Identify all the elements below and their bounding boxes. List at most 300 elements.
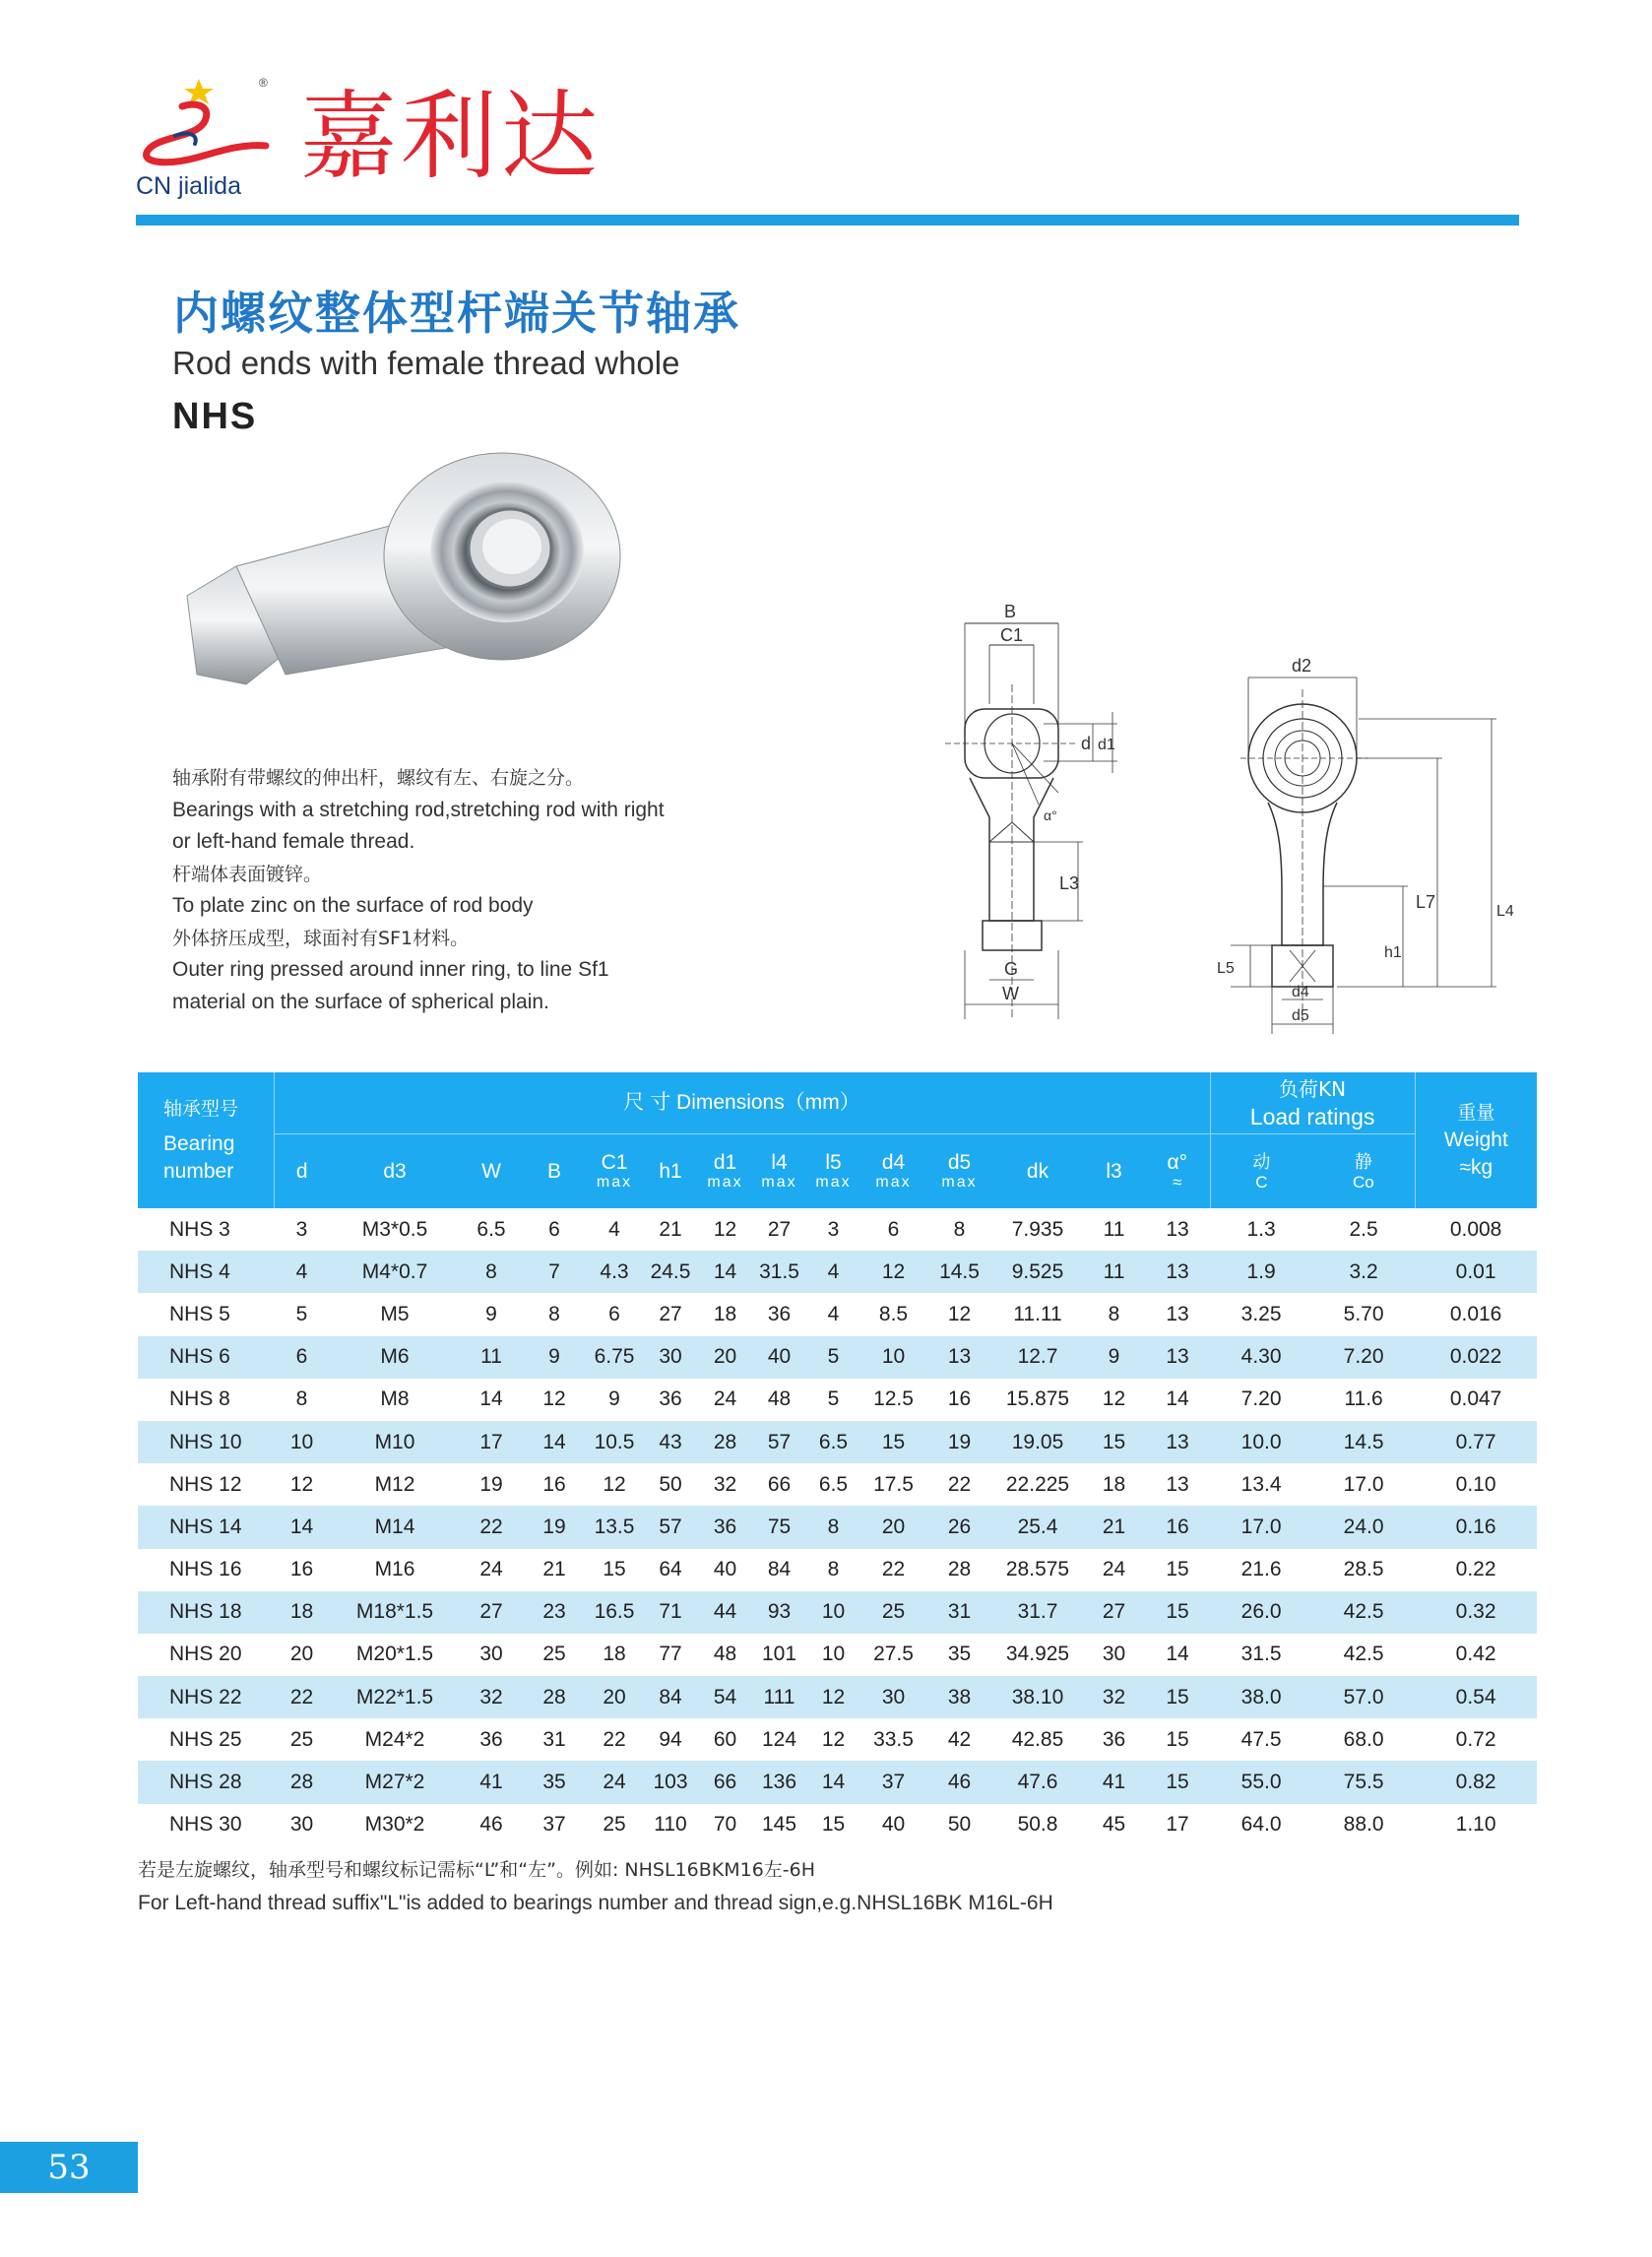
- table-cell: 28.5: [1343, 1558, 1384, 1581]
- svg-text:d5: d5: [1292, 1007, 1309, 1024]
- table-cell: 4: [806, 1251, 860, 1293]
- bearing-number-cell: NHS 25: [169, 1727, 242, 1751]
- table-cell: 57: [752, 1421, 806, 1463]
- table-cell: 12: [603, 1472, 626, 1496]
- table-cell: 13: [1166, 1302, 1189, 1325]
- table-cell: 30: [289, 1813, 314, 1837]
- table-row: [138, 1761, 1537, 1803]
- table-cell: 0.16: [1415, 1506, 1537, 1548]
- table-cell: 19: [479, 1472, 503, 1496]
- bearing-number-cell: NHS 8: [169, 1387, 230, 1411]
- table-cell: 4: [827, 1302, 840, 1325]
- table-cell: 68.0: [1343, 1727, 1384, 1751]
- table-cell: 0.016: [1449, 1302, 1502, 1325]
- table-cell: 32: [460, 1676, 523, 1718]
- table-cell: 46: [479, 1813, 503, 1837]
- table-cell: 27: [659, 1302, 682, 1325]
- table-cell: 20: [586, 1676, 643, 1718]
- load-column-header: 动 C: [1210, 1134, 1312, 1209]
- column-header: l4 max: [752, 1134, 806, 1209]
- table-cell: 7.20: [1240, 1387, 1282, 1411]
- table-cell: 19: [926, 1421, 992, 1463]
- table-cell: 16: [947, 1387, 972, 1411]
- table-cell: 24: [713, 1387, 737, 1411]
- bearing-number-header: 轴承型号 Bearing number: [138, 1072, 274, 1208]
- table-cell: 50: [947, 1813, 972, 1837]
- table-cell: 15: [603, 1558, 626, 1581]
- table-cell: 27: [1083, 1591, 1145, 1634]
- table-cell: 145: [761, 1813, 797, 1837]
- logo-subtitle: CN jialida: [136, 172, 241, 200]
- table-cell: 17.0: [1210, 1506, 1312, 1548]
- table-cell: M3*0.5: [361, 1217, 428, 1241]
- left-hand-thread-note: [138, 1854, 1053, 1919]
- table-cell: 0.32: [1415, 1591, 1537, 1634]
- bearing-number-cell: NHS 20: [169, 1643, 242, 1666]
- table-cell: 84: [643, 1676, 698, 1718]
- table-cell: 111: [752, 1676, 806, 1718]
- table-cell: M16: [374, 1558, 415, 1581]
- table-cell: 25.4: [992, 1506, 1083, 1548]
- table-cell: 15: [860, 1421, 926, 1463]
- table-cell: 30: [643, 1336, 698, 1379]
- table-cell: 11.11: [1013, 1302, 1062, 1325]
- table-cell: 42.85: [1011, 1727, 1064, 1751]
- table-cell: M14: [330, 1506, 460, 1548]
- table-cell: 6.75: [586, 1336, 643, 1379]
- table-cell: 16: [289, 1558, 314, 1581]
- table-cell: 10.0: [1210, 1421, 1312, 1463]
- table-cell: 11: [460, 1336, 523, 1379]
- table-cell: 6: [274, 1336, 330, 1379]
- table-cell: 11.6: [1344, 1387, 1383, 1411]
- table-cell: 31.7: [992, 1591, 1083, 1634]
- bearing-number-cell: NHS 6: [138, 1336, 274, 1379]
- table-cell: 19: [523, 1506, 586, 1548]
- note-en: For Left-hand thread suffix"L"is added to bearings number and thread sign,e.g.NHSL16BK M16L-6H: [138, 1892, 1053, 1914]
- table-cell: M30*2: [364, 1813, 425, 1837]
- table-cell: 12: [289, 1472, 314, 1496]
- table-cell: 12: [821, 1727, 846, 1751]
- table-cell: 11: [1083, 1251, 1145, 1293]
- table-row: [138, 1379, 1537, 1421]
- table-cell: 55.0: [1210, 1761, 1312, 1803]
- table-cell: 8: [548, 1302, 560, 1325]
- table-cell: 16: [542, 1472, 566, 1496]
- header-rule: [136, 215, 1519, 226]
- table-cell: M27*2: [330, 1761, 460, 1803]
- table-cell: 50.8: [1017, 1813, 1058, 1837]
- svg-text:d: d: [1081, 734, 1092, 753]
- table-cell: 21: [542, 1558, 566, 1581]
- table-cell: 14: [806, 1761, 860, 1803]
- table-cell: 0.42: [1455, 1643, 1496, 1666]
- svg-text:W: W: [1002, 984, 1019, 1003]
- table-cell: 31.5: [1240, 1643, 1282, 1666]
- table-cell: 103: [643, 1761, 698, 1803]
- table-cell: 14.5: [1312, 1421, 1415, 1463]
- table-cell: 24: [479, 1558, 503, 1581]
- table-cell: 17: [1166, 1813, 1189, 1837]
- description-line: or left-hand female thread.: [172, 830, 415, 853]
- column-header: B: [523, 1134, 586, 1209]
- svg-text:C1: C1: [1000, 625, 1024, 645]
- svg-text:G: G: [1004, 959, 1019, 979]
- bearing-number-cell: NHS 14: [138, 1506, 274, 1548]
- front-view-drawing: [1211, 650, 1536, 1034]
- bearing-number-cell: NHS 22: [138, 1676, 274, 1718]
- table-cell: 37: [860, 1761, 926, 1803]
- description-line: 轴承附有带螺纹的伸出杆，螺纹有左、右旋之分。: [172, 767, 585, 789]
- table-cell: 3.2: [1312, 1251, 1415, 1293]
- table-cell: 66: [767, 1472, 792, 1496]
- table-cell: 1.10: [1455, 1813, 1496, 1837]
- table-cell: 30: [479, 1643, 503, 1666]
- table-cell: 33.5: [873, 1727, 914, 1751]
- load-ratings-header: 负荷KN Load ratings: [1210, 1072, 1415, 1134]
- table-cell: 2.5: [1349, 1217, 1378, 1241]
- table-cell: 12: [947, 1302, 972, 1325]
- column-header: dk: [992, 1134, 1083, 1209]
- product-description: [172, 762, 822, 1018]
- table-cell: 0.82: [1415, 1761, 1537, 1803]
- table-cell: 8: [953, 1217, 966, 1241]
- table-cell: 0.54: [1415, 1676, 1537, 1718]
- table-cell: 19.05: [992, 1421, 1083, 1463]
- table-cell: 3: [295, 1217, 308, 1241]
- column-header-row: [138, 1134, 1537, 1209]
- svg-text:L3: L3: [1059, 873, 1080, 893]
- table-cell: 24.5: [643, 1251, 698, 1293]
- table-cell: 13.5: [586, 1506, 643, 1548]
- table-cell: 35: [523, 1761, 586, 1803]
- table-cell: 6: [548, 1217, 560, 1241]
- table-cell: M18*1.5: [330, 1591, 460, 1634]
- description-line: Bearings with a stretching rod,stretching rod with right: [172, 798, 665, 821]
- table-cell: 8: [827, 1558, 840, 1581]
- table-cell: 3.25: [1240, 1302, 1282, 1325]
- table-cell: 71: [643, 1591, 698, 1634]
- description-line: 杆端体表面镀锌。: [172, 863, 323, 885]
- table-cell: M12: [374, 1472, 415, 1496]
- table-cell: 4.3: [586, 1251, 643, 1293]
- table-cell: 10: [274, 1421, 330, 1463]
- page-number: 53: [0, 2142, 138, 2193]
- table-cell: 38: [926, 1676, 992, 1718]
- dimensions-header: 尺 寸 Dimensions（mm）: [274, 1072, 1210, 1134]
- description-line: To plate zinc on the surface of rod body: [172, 894, 534, 917]
- table-row: [138, 1336, 1537, 1379]
- table-cell: 17: [460, 1421, 523, 1463]
- table-cell: 17.5: [873, 1472, 914, 1496]
- table-cell: 88.0: [1343, 1813, 1384, 1837]
- table-cell: 64.0: [1240, 1813, 1282, 1837]
- table-cell: 28.575: [1005, 1558, 1070, 1581]
- table-cell: 37: [542, 1813, 566, 1837]
- bearing-number-cell: NHS 12: [169, 1472, 242, 1496]
- table-cell: 0.10: [1455, 1472, 1496, 1496]
- table-cell: 6.5: [806, 1421, 860, 1463]
- table-cell: M24*2: [364, 1727, 425, 1751]
- table-cell: 13: [1166, 1472, 1189, 1496]
- bearing-number-cell: NHS 5: [169, 1302, 230, 1325]
- spec-table: [138, 1072, 1537, 1846]
- table-cell: 6: [608, 1302, 620, 1325]
- table-cell: 21: [659, 1217, 682, 1241]
- svg-text:d1: d1: [1098, 737, 1115, 753]
- column-header: d5 max: [926, 1134, 992, 1209]
- column-header: d4 max: [860, 1134, 926, 1209]
- table-cell: 16: [1145, 1506, 1210, 1548]
- note-cn: 若是左旋螺纹，轴承型号和螺纹标记需标“L”和“左”。例如: NHSL16BKM16左-6H: [138, 1859, 816, 1881]
- company-logo: [128, 67, 276, 185]
- table-cell: 7.935: [1011, 1217, 1064, 1241]
- column-header: l3: [1083, 1134, 1145, 1209]
- table-cell: 7.20: [1312, 1336, 1415, 1379]
- table-cell: M10: [330, 1421, 460, 1463]
- table-cell: 8: [295, 1387, 308, 1411]
- table-cell: 6: [887, 1217, 900, 1241]
- table-row: [138, 1591, 1537, 1634]
- table-cell: 136: [752, 1761, 806, 1803]
- table-row: [138, 1804, 1537, 1846]
- table-cell: 10: [821, 1643, 846, 1666]
- column-header: d: [274, 1134, 330, 1209]
- column-header: C1 max: [586, 1134, 643, 1209]
- table-cell: M22*1.5: [330, 1676, 460, 1718]
- table-cell: 0.77: [1415, 1421, 1537, 1463]
- table-cell: 10: [806, 1591, 860, 1634]
- svg-text:α°: α°: [1044, 807, 1057, 823]
- table-cell: 45: [1102, 1813, 1126, 1837]
- table-cell: 24: [586, 1761, 643, 1803]
- table-cell: 17.0: [1343, 1472, 1384, 1496]
- spec-table-body: [138, 1208, 1537, 1846]
- table-cell: 28: [947, 1558, 972, 1581]
- svg-text:L4: L4: [1496, 903, 1514, 920]
- description-line: 外体挤压成型，球面衬有SF1材料。: [172, 927, 470, 949]
- table-cell: 15: [1145, 1591, 1210, 1634]
- table-cell: 0.22: [1455, 1558, 1496, 1581]
- table-cell: 25: [542, 1643, 566, 1666]
- column-header: d1 max: [698, 1134, 752, 1209]
- bearing-number-cell: NHS 18: [138, 1591, 274, 1634]
- table-cell: 24: [1102, 1558, 1126, 1581]
- registered-mark: ®: [259, 76, 268, 90]
- table-cell: 8: [806, 1506, 860, 1548]
- table-row: [138, 1463, 1537, 1506]
- table-cell: 60: [713, 1727, 737, 1751]
- table-cell: 34.925: [1005, 1643, 1070, 1666]
- table-row: [138, 1293, 1537, 1335]
- table-cell: 0.008: [1449, 1217, 1502, 1241]
- table-cell: 15: [1166, 1727, 1189, 1751]
- table-cell: 22: [947, 1472, 972, 1496]
- table-cell: 66: [698, 1761, 752, 1803]
- table-cell: M8: [380, 1387, 410, 1411]
- table-cell: 18: [1102, 1472, 1126, 1496]
- bearing-number-cell: NHS 30: [169, 1813, 242, 1837]
- table-cell: 10: [860, 1336, 926, 1379]
- table-cell: 57: [643, 1506, 698, 1548]
- table-cell: 21: [1083, 1506, 1145, 1548]
- table-cell: 26.0: [1210, 1591, 1312, 1634]
- column-header: l5 max: [806, 1134, 860, 1209]
- table-cell: 4.30: [1210, 1336, 1312, 1379]
- table-cell: 46: [926, 1761, 992, 1803]
- table-cell: 27: [460, 1591, 523, 1634]
- table-cell: 12: [713, 1217, 737, 1241]
- svg-text:d4: d4: [1292, 984, 1309, 1000]
- table-cell: M20*1.5: [355, 1643, 434, 1666]
- bearing-number-cell: NHS 16: [169, 1558, 242, 1581]
- table-cell: 47.5: [1240, 1727, 1282, 1751]
- table-cell: 32: [713, 1472, 737, 1496]
- table-cell: 36: [1102, 1727, 1126, 1751]
- table-cell: 11: [1103, 1217, 1125, 1241]
- table-cell: 4: [608, 1217, 620, 1241]
- table-cell: 48: [767, 1387, 792, 1411]
- table-cell: 28: [523, 1676, 586, 1718]
- table-cell: 6.5: [477, 1217, 506, 1241]
- table-cell: 22.225: [1005, 1472, 1070, 1496]
- table-cell: 18: [274, 1591, 330, 1634]
- table-cell: 5: [806, 1336, 860, 1379]
- table-cell: 12.5: [873, 1387, 914, 1411]
- table-cell: 84: [767, 1558, 792, 1581]
- product-photo: [177, 448, 650, 734]
- bearing-number-cell: NHS 4: [138, 1251, 274, 1293]
- table-cell: 75: [752, 1506, 806, 1548]
- table-cell: 15: [821, 1813, 846, 1837]
- table-cell: 27: [767, 1217, 792, 1241]
- table-cell: 18: [713, 1302, 737, 1325]
- table-cell: 15: [1145, 1676, 1210, 1718]
- table-cell: 42: [947, 1727, 972, 1751]
- table-cell: 8: [1108, 1302, 1120, 1325]
- svg-text:h1: h1: [1384, 944, 1402, 961]
- table-cell: 28: [698, 1421, 752, 1463]
- load-column-header: 静 Co: [1312, 1134, 1415, 1209]
- table-cell: 57.0: [1312, 1676, 1415, 1718]
- table-cell: 36: [659, 1387, 682, 1411]
- svg-text:L7: L7: [1416, 892, 1436, 912]
- table-cell: 24.0: [1312, 1506, 1415, 1548]
- table-cell: 0.01: [1415, 1251, 1537, 1293]
- table-cell: 23: [523, 1591, 586, 1634]
- table-cell: 8.5: [878, 1302, 909, 1325]
- table-cell: 0.047: [1449, 1387, 1502, 1411]
- bearing-number-cell: NHS 28: [138, 1761, 274, 1803]
- table-cell: 0.022: [1415, 1336, 1537, 1379]
- table-cell: 1.3: [1246, 1217, 1276, 1241]
- table-cell: 36: [767, 1302, 792, 1325]
- table-cell: 40: [713, 1558, 737, 1581]
- table-cell: 5.70: [1343, 1302, 1384, 1325]
- table-cell: 22: [881, 1558, 906, 1581]
- table-cell: 7: [523, 1251, 586, 1293]
- table-cell: 9.525: [992, 1251, 1083, 1293]
- table-cell: 124: [761, 1727, 797, 1751]
- product-title-en: Rod ends with female thread whole: [172, 345, 680, 381]
- table-cell: 12: [1102, 1387, 1126, 1411]
- svg-text:L5: L5: [1217, 960, 1235, 977]
- table-cell: M4*0.7: [330, 1251, 460, 1293]
- table-cell: 14: [1166, 1387, 1189, 1411]
- svg-text:d2: d2: [1292, 656, 1312, 676]
- table-cell: 9: [523, 1336, 586, 1379]
- table-row: [138, 1208, 1537, 1251]
- table-cell: 54: [698, 1676, 752, 1718]
- brand-name: 嘉利达: [300, 81, 603, 193]
- table-cell: 3: [827, 1217, 840, 1241]
- column-header: d3: [330, 1134, 460, 1209]
- table-cell: 15: [1083, 1421, 1145, 1463]
- table-cell: 20: [289, 1643, 314, 1666]
- table-cell: 15.875: [1005, 1387, 1070, 1411]
- weight-header: 重量 Weight ≈kg: [1415, 1072, 1537, 1208]
- table-cell: 35: [947, 1643, 972, 1666]
- table-cell: 25: [860, 1591, 926, 1634]
- table-cell: 31: [542, 1727, 566, 1751]
- description-line: Outer ring pressed around inner ring, to line Sf1: [172, 958, 609, 981]
- table-cell: 5: [295, 1302, 308, 1325]
- table-cell: 70: [713, 1813, 737, 1837]
- table-row: [138, 1676, 1537, 1718]
- table-cell: M6: [330, 1336, 460, 1379]
- table-cell: 14.5: [926, 1251, 992, 1293]
- table-row: [138, 1421, 1537, 1463]
- bearing-number-cell: NHS 10: [138, 1421, 274, 1463]
- table-row: [138, 1718, 1537, 1761]
- table-cell: 16.5: [586, 1591, 643, 1634]
- table-cell: 44: [698, 1591, 752, 1634]
- table-cell: 10.5: [586, 1421, 643, 1463]
- table-cell: 20: [698, 1336, 752, 1379]
- table-row: [138, 1634, 1537, 1676]
- table-cell: 22: [274, 1676, 330, 1718]
- table-cell: 18: [603, 1643, 626, 1666]
- table-cell: 20: [860, 1506, 926, 1548]
- table-cell: 101: [761, 1643, 797, 1666]
- table-row: [138, 1549, 1537, 1591]
- table-cell: 14: [1166, 1643, 1189, 1666]
- table-cell: 32: [1083, 1676, 1145, 1718]
- table-row: [138, 1506, 1537, 1548]
- table-cell: 12: [542, 1387, 566, 1411]
- table-cell: 0.72: [1455, 1727, 1496, 1751]
- table-cell: 4: [274, 1251, 330, 1293]
- table-cell: 64: [659, 1558, 682, 1581]
- table-cell: 14: [698, 1251, 752, 1293]
- table-cell: 14: [479, 1387, 503, 1411]
- table-cell: 21.6: [1240, 1558, 1282, 1581]
- table-cell: 13.4: [1240, 1472, 1282, 1496]
- table-cell: 47.6: [992, 1761, 1083, 1803]
- table-cell: 42.5: [1343, 1643, 1384, 1666]
- table-cell: 15: [1145, 1761, 1210, 1803]
- table-cell: 25: [603, 1813, 626, 1837]
- table-cell: 48: [713, 1643, 737, 1666]
- table-cell: 13: [1166, 1217, 1189, 1241]
- table-cell: 36: [698, 1506, 752, 1548]
- description-line: material on the surface of spherical plain.: [172, 990, 549, 1013]
- product-title-cn: 内螺纹整体型杆端关节轴承: [173, 287, 740, 340]
- table-cell: 94: [659, 1727, 682, 1751]
- table-cell: 30: [860, 1676, 926, 1718]
- table-cell: 9: [485, 1302, 497, 1325]
- table-cell: 40: [752, 1336, 806, 1379]
